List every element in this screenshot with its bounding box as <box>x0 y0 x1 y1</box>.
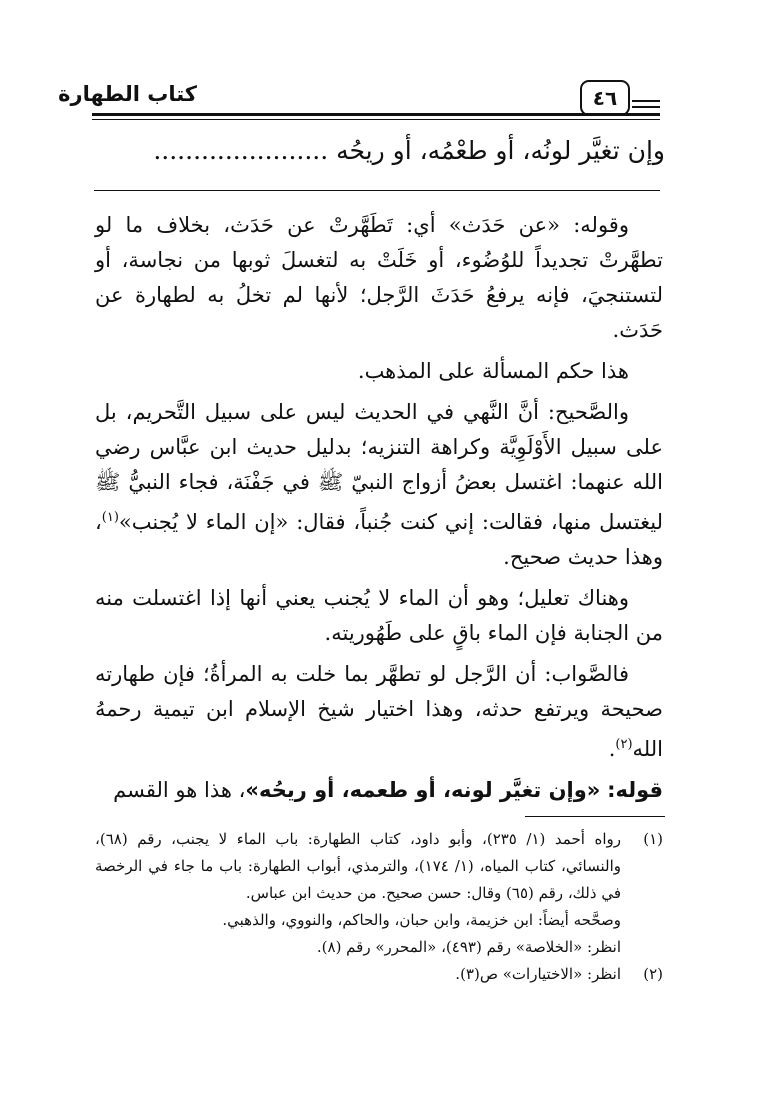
paragraph: وهناك تعليل؛ وهو أن الماء لا يُجنب يعني أنها إذا اغتسلت منه من الجنابة فإن الماء باقٍ على طَهُوريته. <box>95 586 663 645</box>
footnote-number: (٢) <box>643 965 663 983</box>
footnote-separator <box>525 816 665 817</box>
footnote <box>95 826 663 961</box>
footnote-line: وصحَّحه أيضاً: ابن خزيمة، وابن حبان، والحاكم، والنووي، والذهبي. <box>222 911 621 929</box>
paragraph <box>95 773 663 808</box>
paragraph-text: فالصَّواب: أن الرَّجل لو تطهَّر بما خلت به المرأةُ؛ فإن طهارته صحيحة ويرتفع حدثه، وهذا اختيار شيخ الإسلام ابن تيمية رحمهُ الله <box>95 662 663 761</box>
paragraph-text: ، وهذا حديث صحيح. <box>95 510 663 569</box>
running-header-title: كتاب الطهارة <box>58 82 197 106</box>
header-ornament-line <box>632 100 660 102</box>
paragraph <box>95 657 663 767</box>
footnote-text <box>95 826 621 961</box>
footnote-ref[interactable]: (٢) <box>615 737 633 752</box>
paragraph-text: ، هذا هو القسم <box>113 778 246 802</box>
footnote-line: انظر: «الاختيارات» ص(٣). <box>455 965 621 983</box>
header-ornament-line <box>632 106 660 108</box>
paragraph: وقوله: «عن حَدَث» أي: تَطَهَّرتْ عن حَدَث، بخلاف ما لو تطهَّرتْ تجديداً للوُضُوء، أو خَلَتْ به لتغسلَ ثوبها من نجاسة، أو لتستنجيَ، فإنه يرفعُ حَدَثَ الرَّجل؛ لأنها لم تخلُ به لطهارة عن حَدَث. <box>95 213 663 342</box>
header-rule-thin <box>92 119 660 120</box>
footnote-number: (١) <box>643 830 663 848</box>
commentary-body <box>95 208 663 814</box>
quote-label: قوله: <box>607 778 663 802</box>
page-number: ٤٦ <box>580 80 630 116</box>
footnote-text <box>95 961 621 988</box>
footnote-line: انظر: «الخلاصة» رقم (٤٩٣)، «المحرر» رقم (٨). <box>316 938 621 956</box>
paragraph-text: . <box>608 737 616 761</box>
footnotes <box>95 826 663 988</box>
paragraph-text: والصَّحيح: أنَّ النَّهي في الحديث ليس على سبيل التَّحريم، بل على سبيل الأَوْلَوِيَّة وكراهة التنزيه؛ بدليل حديث ابن عبَّاس رضي الله عنهما: اغتسل بعضُ أزواج النبيّ ﷺ في جَفْنَة، فجاء النبيُّ ﷺ ليغتسل منها، فقالت: إني كنت جُنباً، فقال: «إن الماء لا يُجنب» <box>95 400 663 534</box>
matn-text: وإن تغيَّر لونُه، أو طعْمُه، أو ريحُه ...................... <box>153 136 665 165</box>
paragraph <box>95 395 663 575</box>
footnote <box>95 961 663 988</box>
quoted-matn: «وإن تغيَّر لونه، أو طعمه، أو ريحُه» <box>245 778 601 802</box>
paragraph: هذا حكم المسألة على المذهب. <box>357 359 629 383</box>
footnote-line: رواه أحمد (١/ ٢٣٥)، وأبو داود، كتاب الطهارة: باب الماء لا يجنب، رقم (٦٨)، والنسائي، كتاب المياه، (١/ ١٧٤)، والترمذي، أبواب الطهارة: باب ما جاء في الرخصة في ذلك، رقم (٦٥) وقال: حسن صحيح. من حديث ابن عباس. <box>95 830 621 902</box>
header-rule <box>92 113 660 116</box>
footnote-ref[interactable]: (١) <box>101 510 119 525</box>
matn-divider <box>94 190 660 191</box>
